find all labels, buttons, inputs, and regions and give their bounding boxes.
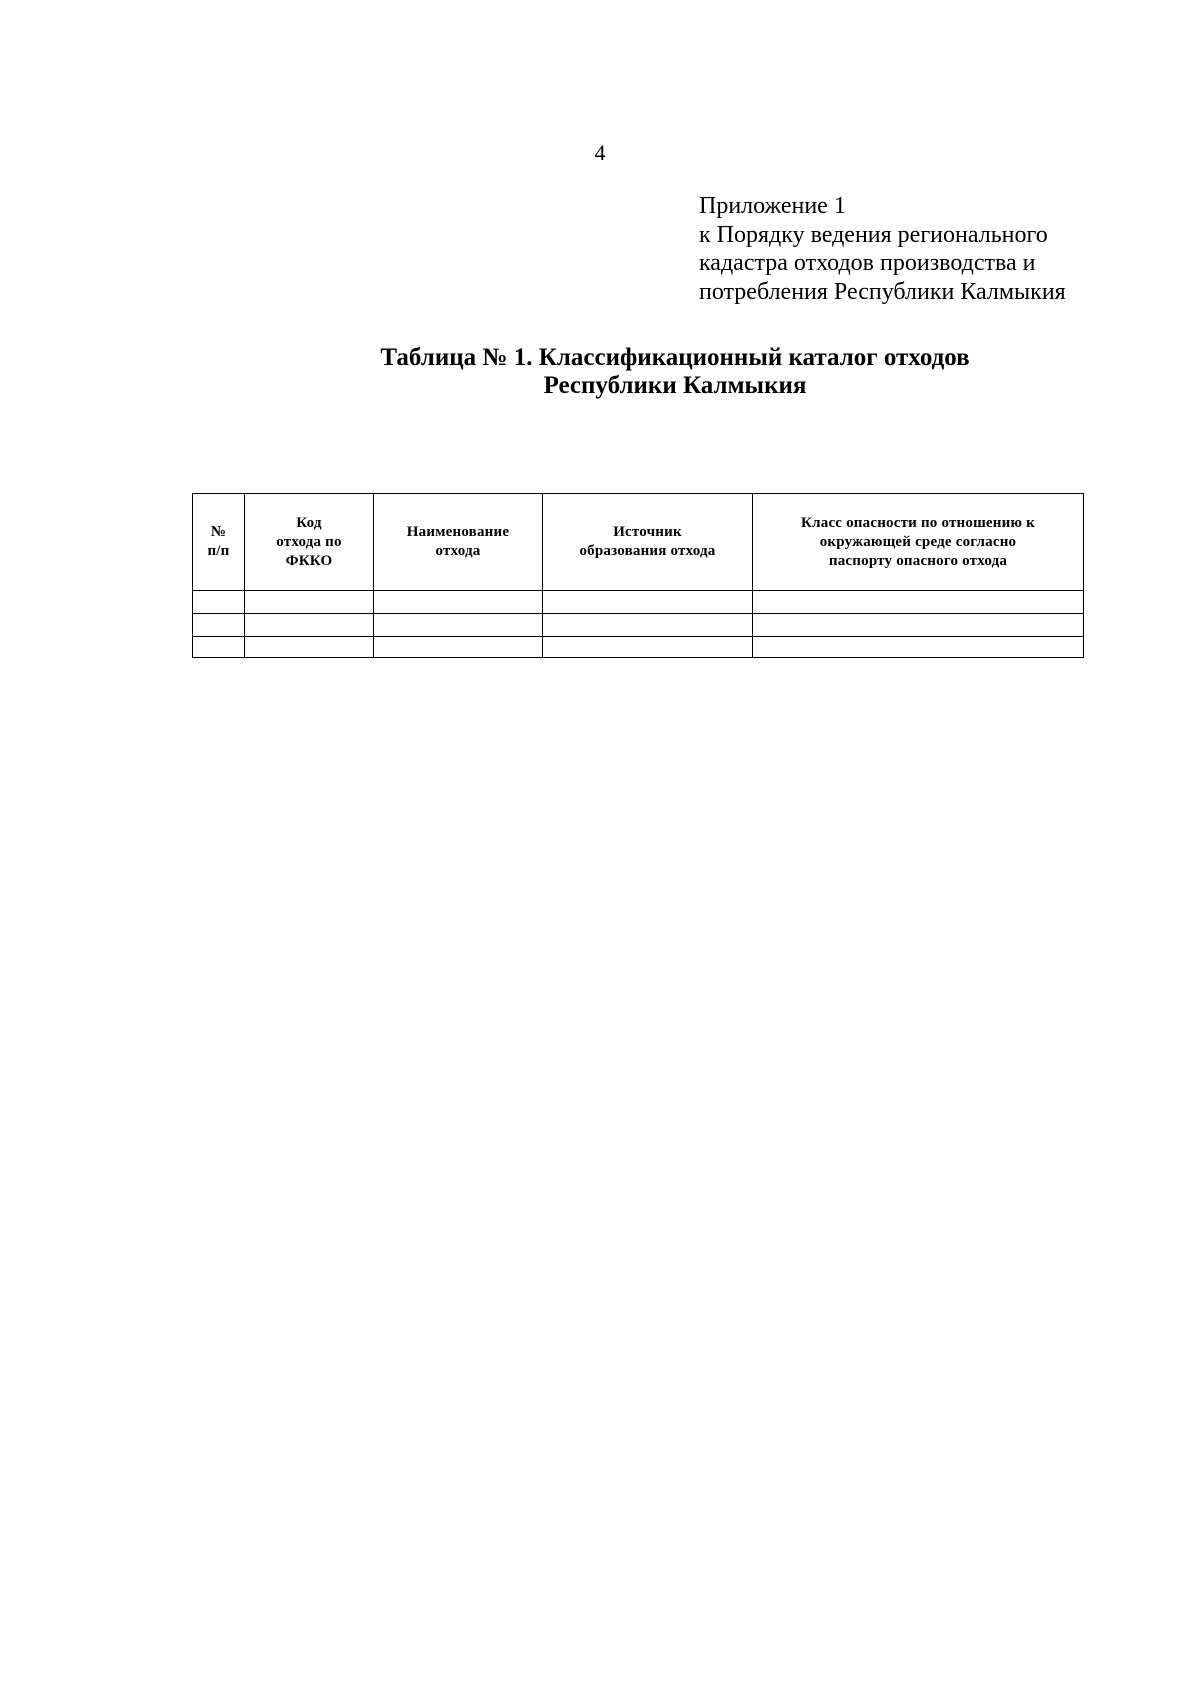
appendix-line: потребления Республики Калмыкия (699, 278, 1066, 305)
header-line: отхода по (276, 533, 342, 550)
table-cell (245, 614, 374, 637)
header-number (193, 494, 245, 591)
table-cell (374, 614, 543, 637)
table-cell (753, 614, 1084, 637)
appendix-line: кадастра отходов производства и (699, 250, 1036, 276)
table-title-line: Республики Калмыкия (543, 372, 807, 399)
page-number: 4 (594, 140, 606, 165)
header-line: Код (296, 514, 322, 531)
table-cell (543, 591, 753, 614)
header-line: ФККО (285, 552, 333, 569)
appendix-note (699, 192, 1139, 306)
table-cell (193, 614, 245, 637)
table-title-line: Таблица № 1. Классификационный каталог отходов (380, 344, 970, 371)
table-cell (245, 637, 374, 658)
header-line: Источник (613, 524, 682, 540)
table-cell (543, 637, 753, 658)
header-line: паспорту опасного отхода (828, 552, 1008, 569)
table-cell (543, 614, 753, 637)
table-cell (753, 637, 1084, 658)
appendix-line: к Порядку ведения регионального (699, 221, 1048, 248)
appendix-line: Приложение 1 (699, 193, 846, 219)
table-cell (374, 637, 543, 658)
header-line: отхода (435, 543, 481, 559)
table-header-row (193, 494, 1084, 591)
table-title (200, 344, 1150, 400)
header-line: образования отхода (579, 543, 716, 559)
table-cell (245, 591, 374, 614)
header-line: Наименование (406, 524, 510, 540)
table-cell (374, 591, 543, 614)
header-line: окружающей среде согласно (819, 533, 1017, 550)
table-row (193, 637, 1084, 658)
table-row (193, 591, 1084, 614)
header-line: п/п (207, 543, 230, 559)
header-hazard-class (753, 494, 1084, 591)
header-line: Класс опасности по отношению к (801, 514, 1035, 531)
table-cell (193, 591, 245, 614)
header-waste-name (374, 494, 543, 591)
header-fkko-code (245, 494, 374, 591)
waste-catalog-table (192, 493, 1084, 658)
table-cell (753, 591, 1084, 614)
header-waste-source (543, 494, 753, 591)
table-row (193, 614, 1084, 637)
header-line: № (210, 524, 227, 540)
table-cell (193, 637, 245, 658)
